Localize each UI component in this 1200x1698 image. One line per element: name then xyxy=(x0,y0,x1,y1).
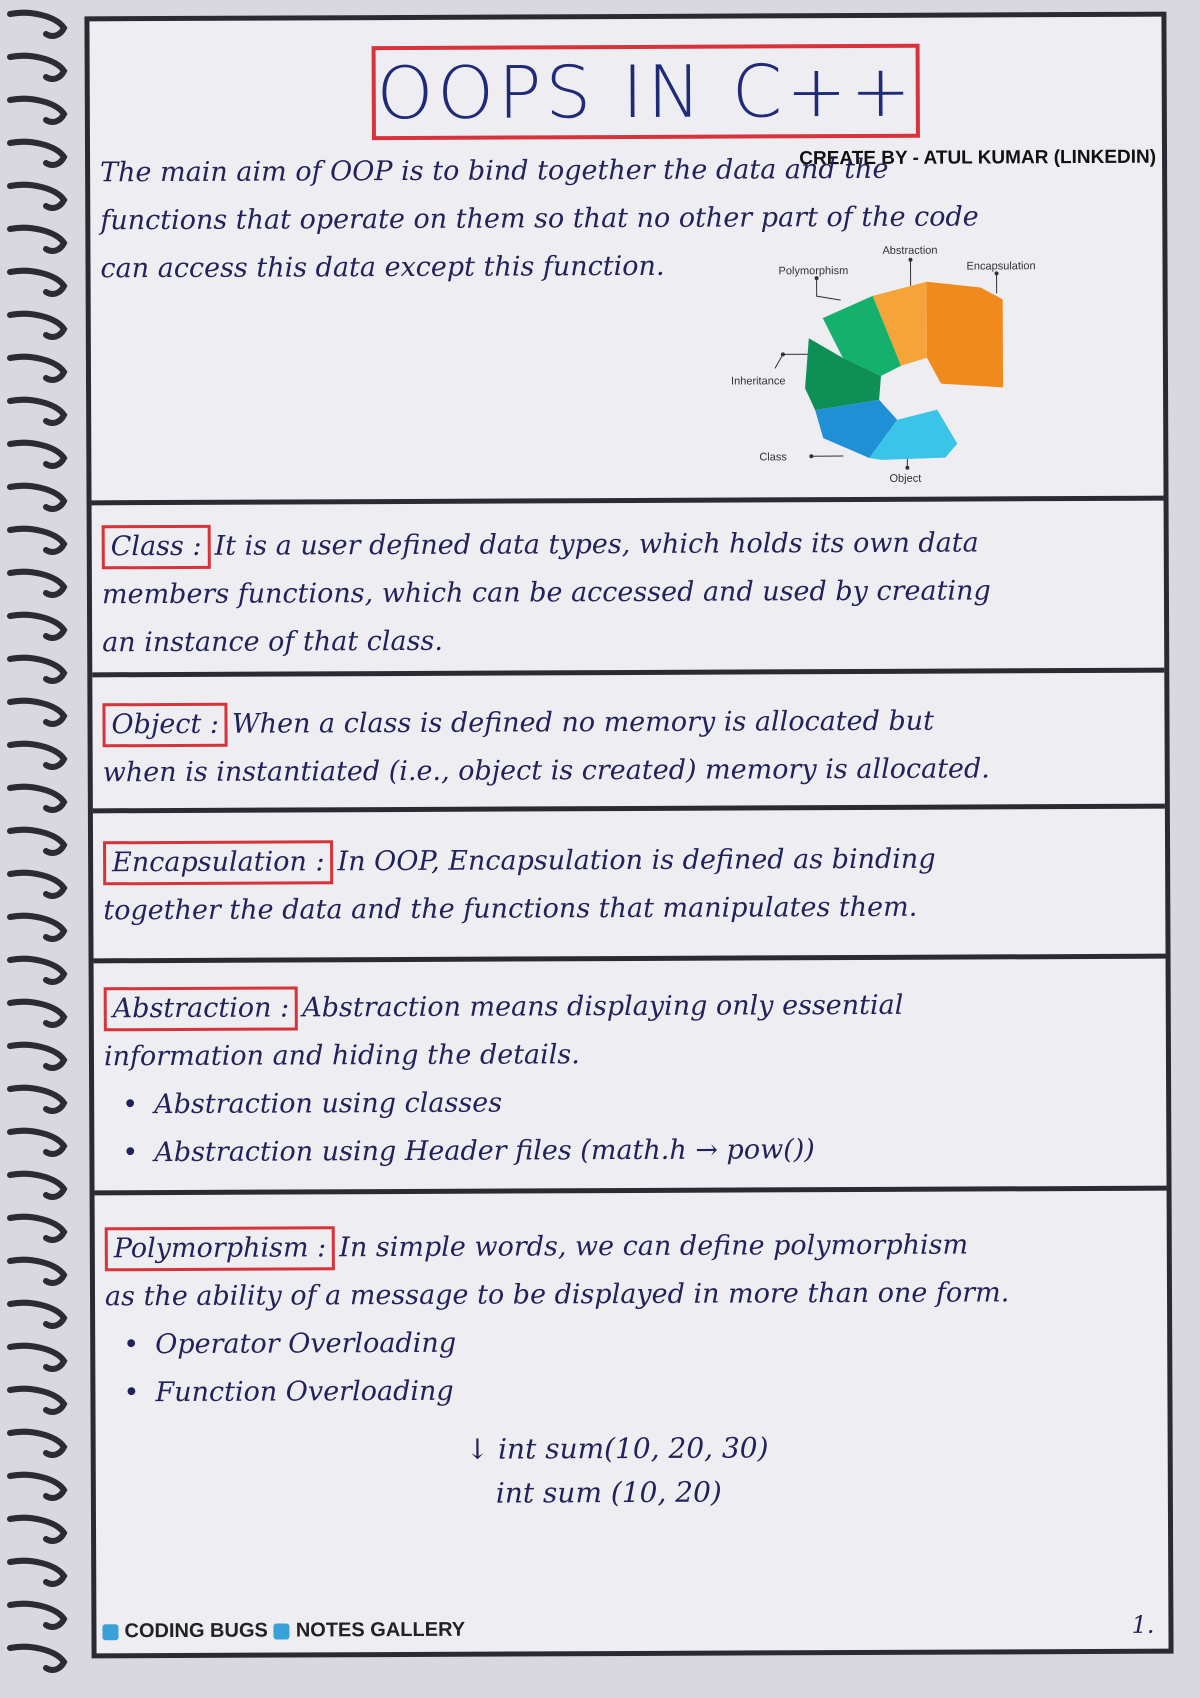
spiral-ring xyxy=(10,1389,64,1412)
telegram-icon xyxy=(102,1624,118,1640)
spiral-ring xyxy=(10,142,64,165)
encapsulation-paragraph xyxy=(103,835,1153,936)
diagram-label-polymorphism: Polymorphism xyxy=(778,265,849,278)
diagram-label-inheritance: Inheritance xyxy=(730,375,786,388)
class-line: members functions, which can be accessed and used by creating xyxy=(101,575,991,611)
class-line: an instance of that class. xyxy=(102,625,443,659)
spiral-ring xyxy=(10,744,64,767)
abstraction-bullets xyxy=(104,1077,1154,1178)
spiral-ring xyxy=(10,529,64,552)
spiral-ring xyxy=(10,99,64,122)
spiral-binding xyxy=(0,0,80,1698)
spiral-ring xyxy=(10,1002,64,1025)
intro-line: functions that operate on them so that no other part of the code xyxy=(100,201,979,237)
code-line: int sum (10, 20) xyxy=(495,1475,722,1510)
spiral-ring xyxy=(10,658,64,681)
spiral-ring xyxy=(10,443,64,466)
spiral-ring xyxy=(10,1518,64,1541)
diagram-label-abstraction: Abstraction xyxy=(882,244,938,257)
spiral-ring xyxy=(10,486,64,509)
polymorphism-line: In simple words, we can define polymorphism xyxy=(339,1229,969,1264)
abstraction-paragraph xyxy=(104,981,1155,1178)
class-line: It is a user defined data types, which holds its own data xyxy=(214,527,979,562)
credit-text: CREATE BY - ATUL KUMAR (LINKEDIN) xyxy=(799,146,1157,170)
spiral-ring xyxy=(10,830,64,853)
abstraction-bullet: • Abstraction using classes xyxy=(104,1077,1154,1130)
polymorphism-section xyxy=(95,1191,1169,1654)
spiral-ring xyxy=(10,1561,64,1584)
spiral-ring xyxy=(10,228,64,251)
spiral-ring xyxy=(10,357,64,380)
footer-channel-1: CODING BUGS xyxy=(124,1619,268,1643)
page-title: OOPS IN C++ xyxy=(376,48,916,136)
encapsulation-line: In OOP, Encapsulation is defined as binding xyxy=(337,843,936,878)
polymorphism-bullets xyxy=(105,1317,1155,1418)
intro-section xyxy=(89,17,1163,506)
spiral-ring xyxy=(10,787,64,810)
spiral-ring xyxy=(10,1217,64,1240)
abstraction-bullet: • Abstraction using Header files (math.h → pow()) xyxy=(104,1125,1154,1178)
encapsulation-line: together the data and the functions that manipulates them. xyxy=(103,891,918,927)
spiral-ring xyxy=(10,56,64,79)
spiral-ring xyxy=(10,1604,64,1627)
spiral-ring xyxy=(10,1432,64,1455)
oop-ring-diagram xyxy=(730,237,1061,488)
polymorphism-bullet: • Operator Overloading xyxy=(105,1317,1155,1370)
class-paragraph xyxy=(102,519,1153,668)
polymorphism-bullet: • Function Overloading xyxy=(105,1365,1155,1418)
spiral-ring xyxy=(10,572,64,595)
spiral-ring xyxy=(10,271,64,294)
spiral-ring xyxy=(10,314,64,337)
spiral-ring xyxy=(10,1260,64,1283)
polymorphism-term: Polymorphism : xyxy=(105,1226,336,1271)
object-section xyxy=(92,673,1165,814)
telegram-icon xyxy=(274,1623,290,1639)
title-box xyxy=(372,44,920,140)
diagram-label-object: Object xyxy=(889,472,922,485)
encapsulation-section xyxy=(93,809,1166,964)
footer-channel-2: NOTES GALLERY xyxy=(295,1618,466,1642)
spiral-ring xyxy=(10,1088,64,1111)
abstraction-term: Abstraction : xyxy=(104,986,299,1031)
spiral-ring xyxy=(10,916,64,939)
abstraction-line: Abstraction means displaying only essential xyxy=(302,989,904,1024)
code-line: int sum(10, 20, 30) xyxy=(497,1431,769,1466)
spiral-ring xyxy=(10,1131,64,1154)
spiral-ring xyxy=(10,873,64,896)
object-line: When a class is defined no memory is allocated but xyxy=(231,705,935,740)
spiral-ring xyxy=(10,1045,64,1068)
spiral-ring xyxy=(10,615,64,638)
object-term: Object : xyxy=(102,703,228,748)
arrow-down-icon: ↓ xyxy=(465,1432,490,1466)
diagram-label-encapsulation: Encapsulation xyxy=(966,260,1036,273)
code-example xyxy=(466,1426,769,1515)
polymorphism-paragraph xyxy=(105,1221,1156,1418)
spiral-ring xyxy=(10,701,64,724)
spiral-ring xyxy=(10,13,64,36)
spiral-ring xyxy=(10,1475,64,1498)
spiral-ring xyxy=(10,1346,64,1369)
abstraction-line: information and hiding the details. xyxy=(103,1039,580,1073)
encapsulation-term: Encapsulation : xyxy=(103,840,334,885)
class-term: Class : xyxy=(102,525,211,569)
spiral-ring xyxy=(10,185,64,208)
diagram-segment-encapsulation xyxy=(927,281,1003,387)
intro-line: The main aim of OOP is to bind together the data and the xyxy=(100,153,889,189)
class-section xyxy=(92,501,1165,678)
abstraction-section xyxy=(94,959,1167,1196)
object-line: when is instantiated (i.e., object is created) memory is allocated. xyxy=(102,753,990,789)
spiral-ring xyxy=(10,1647,64,1670)
notebook-page xyxy=(84,12,1173,1659)
page-number: 1. xyxy=(1131,1610,1155,1639)
spiral-ring xyxy=(10,959,64,982)
spiral-ring xyxy=(10,1174,64,1197)
polymorphism-line: as the ability of a message to be displayed in more than one form. xyxy=(104,1277,1010,1313)
diagram-label-class: Class xyxy=(759,451,787,464)
object-paragraph xyxy=(102,697,1152,798)
intro-line: can access this data except this function. xyxy=(100,250,665,285)
spiral-ring xyxy=(10,400,64,423)
spiral-ring xyxy=(10,1303,64,1326)
footer-credits xyxy=(102,1619,465,1644)
